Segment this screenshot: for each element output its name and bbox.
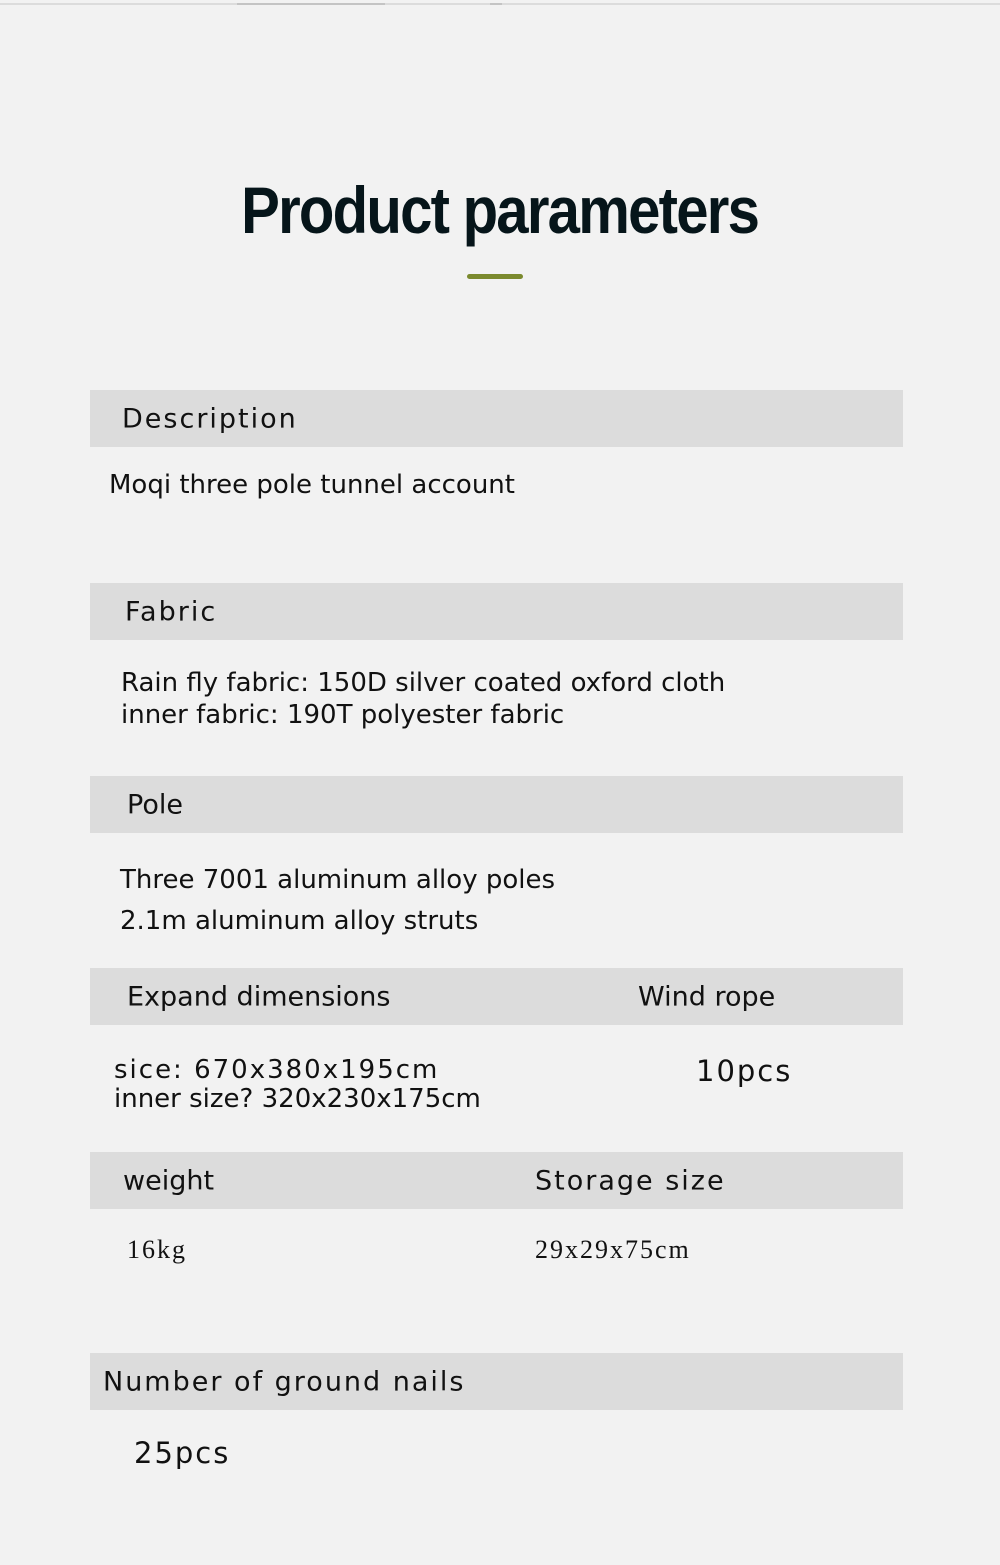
weight-value: 16kg xyxy=(127,1235,187,1264)
ground-nails-header xyxy=(90,1353,903,1410)
pole-header xyxy=(90,776,903,833)
expand-dimensions-line-1: sice: 670x380x195cm xyxy=(114,1055,440,1085)
expand-dimensions-line-2: inner size? 320x230x175cm xyxy=(114,1084,481,1114)
weight-label: weight xyxy=(123,1165,215,1196)
top-divider-segment xyxy=(490,3,502,5)
description-label: Description xyxy=(122,403,298,434)
description-header xyxy=(90,390,903,447)
description-value: Moqi three pole tunnel account xyxy=(109,470,515,500)
top-divider-segment xyxy=(237,3,385,5)
top-divider xyxy=(0,3,1000,5)
dimensions-header xyxy=(90,968,903,1025)
fabric-line-2: inner fabric: 190T polyester fabric xyxy=(121,700,565,730)
pole-label: Pole xyxy=(127,789,183,820)
weight-storage-header xyxy=(90,1152,903,1209)
fabric-line-1: Rain fly fabric: 150D silver coated oxford cloth xyxy=(121,668,726,698)
storage-size-value: 29x29x75cm xyxy=(535,1235,691,1264)
pole-line-1: Three 7001 aluminum alloy poles xyxy=(120,865,556,895)
expand-dimensions-label: Expand dimensions xyxy=(127,981,391,1012)
title-accent-underline xyxy=(467,274,523,279)
wind-rope-value: 10pcs xyxy=(696,1054,793,1088)
wind-rope-label: Wind rope xyxy=(638,981,776,1012)
fabric-header xyxy=(90,583,903,640)
ground-nails-value: 25pcs xyxy=(134,1436,231,1470)
pole-line-2: 2.1m aluminum alloy struts xyxy=(120,906,479,936)
page-title: Product parameters xyxy=(241,173,759,247)
ground-nails-label: Number of ground nails xyxy=(103,1366,466,1397)
storage-size-label: Storage size xyxy=(535,1165,726,1196)
fabric-label: Fabric xyxy=(125,596,218,627)
